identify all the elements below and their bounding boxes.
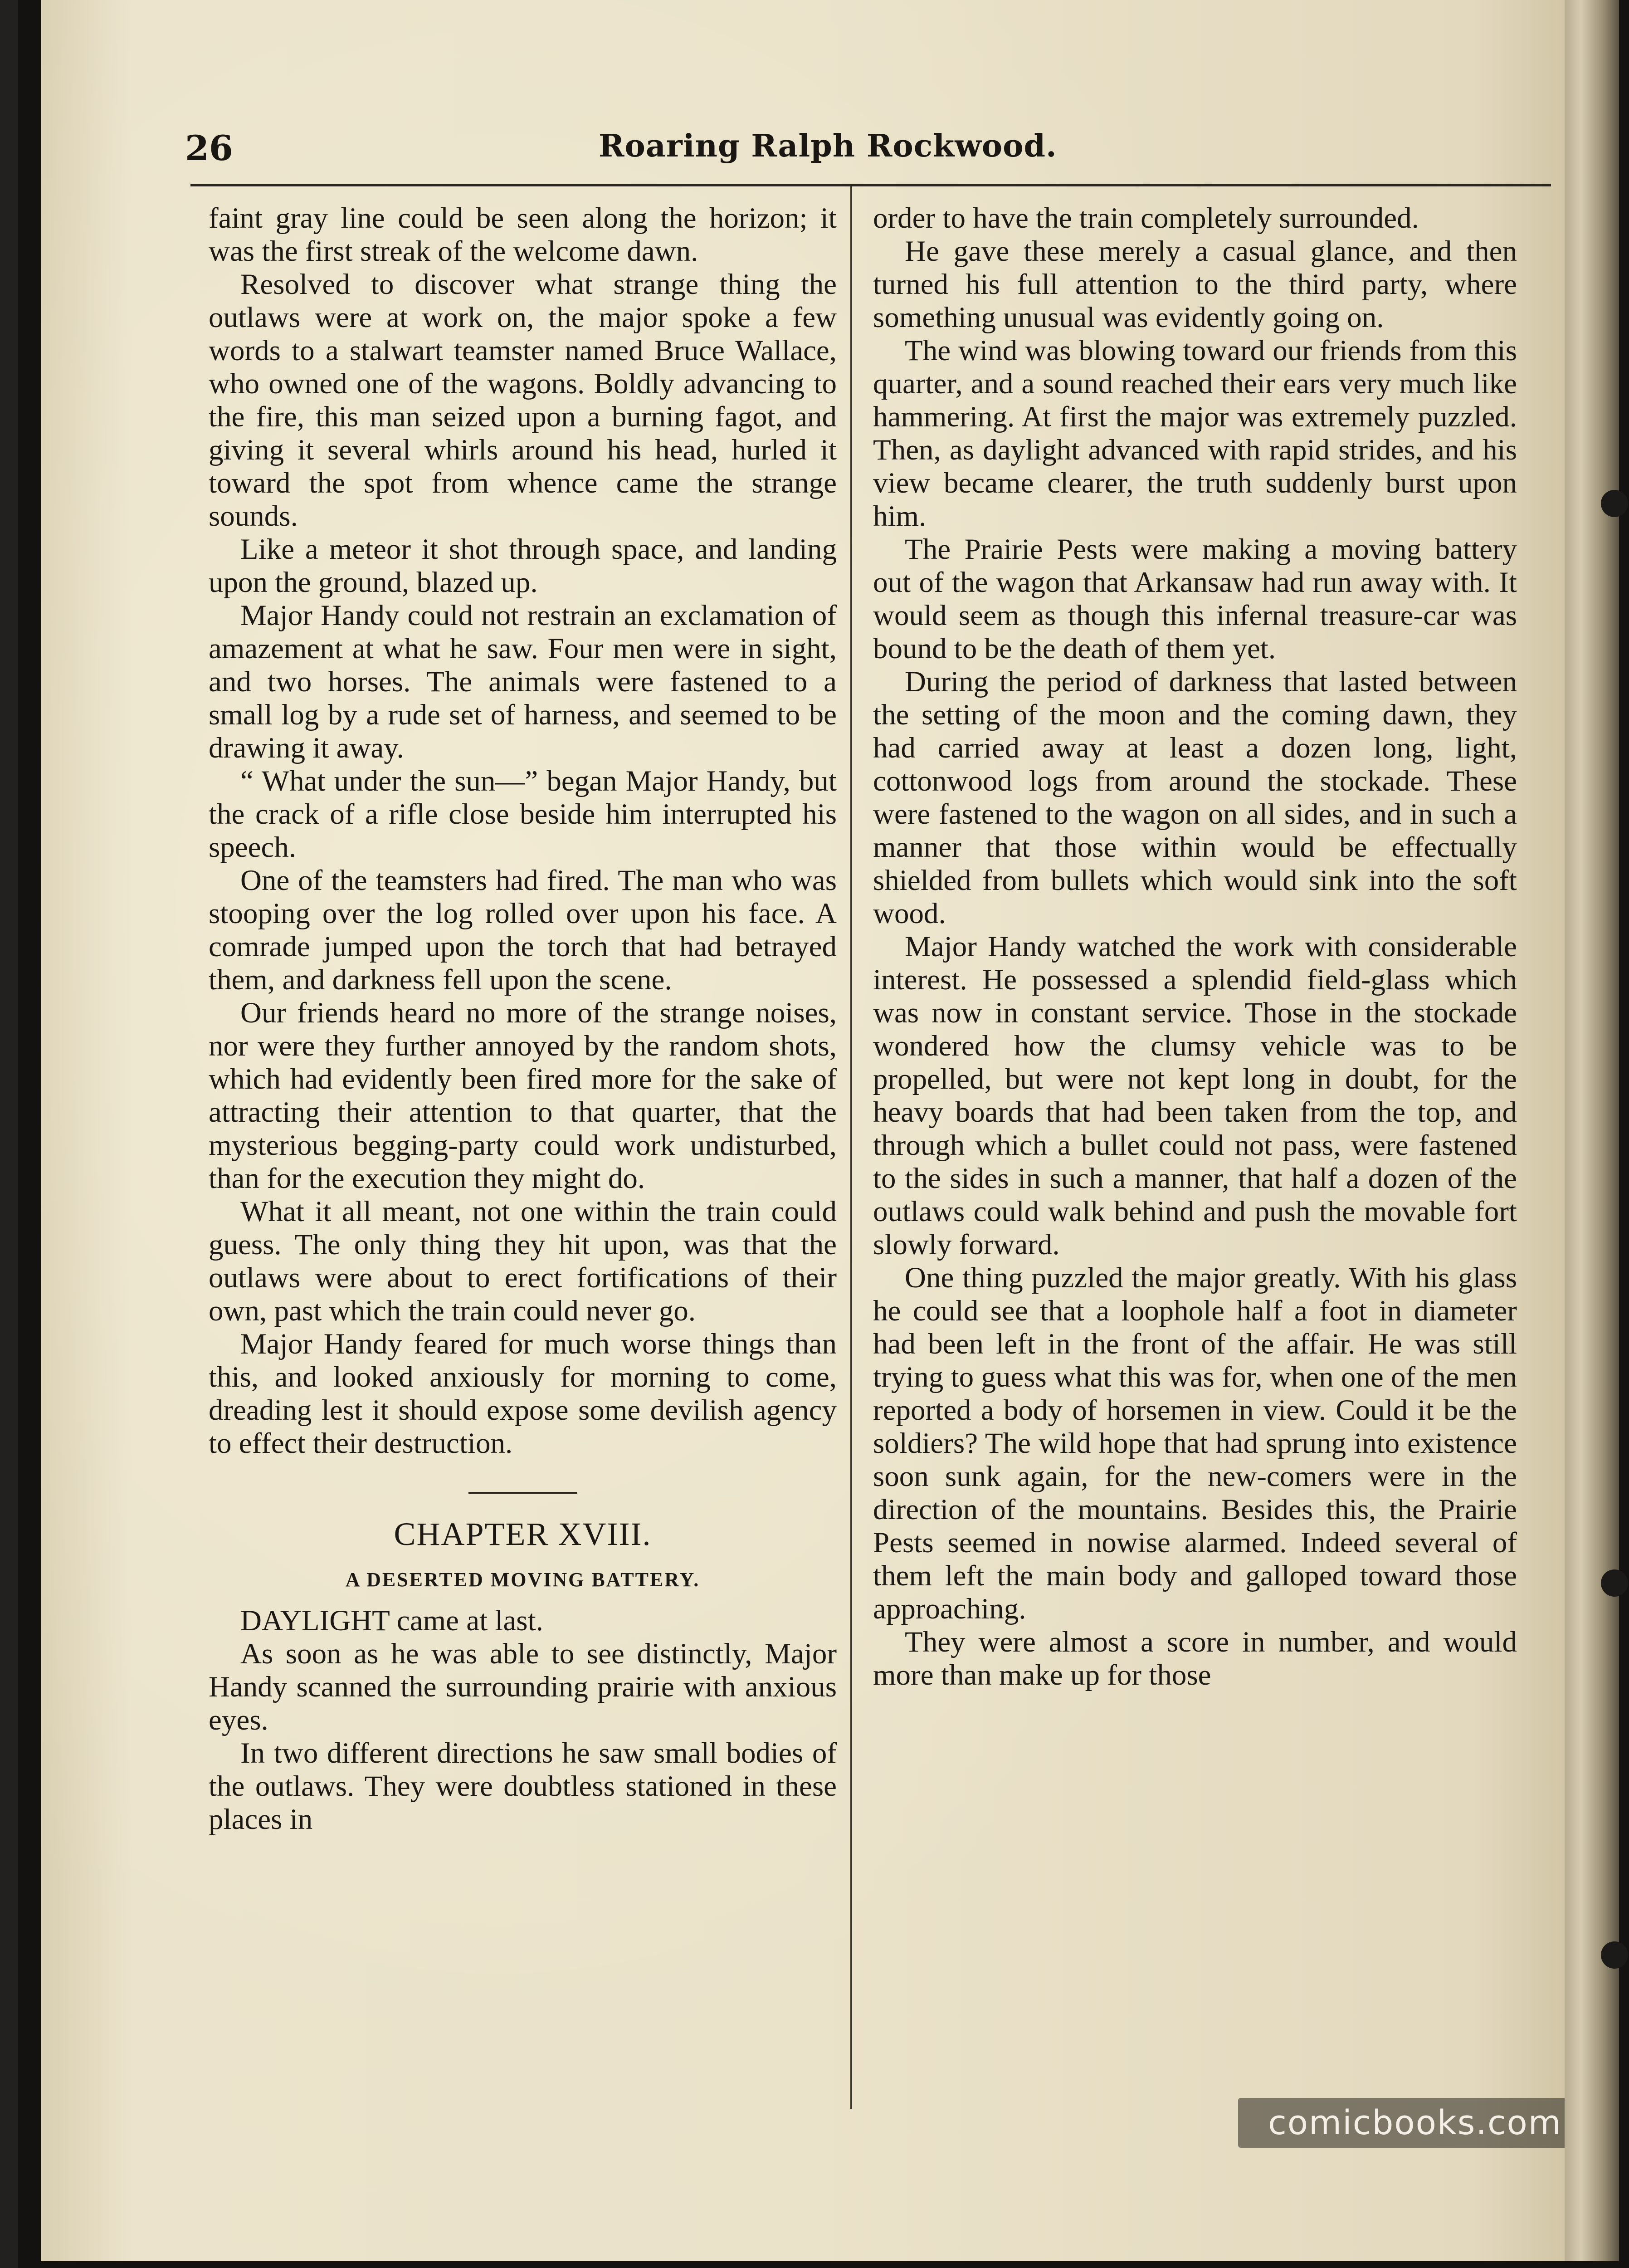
paragraph: The wind was blowing toward our friends from this quarter, and a sound reached their ears very much like hammering. At first the major was extremely puzzled. Then, as daylight advanced with rapid strides, and his view became clearer, the truth suddenly burst upon him. xyxy=(873,334,1517,533)
page-number: 26 xyxy=(185,128,233,168)
paragraph: One of the teamsters had fired. The man who was stooping over the log rolled over upon his face. A comrade jumped upon the torch that had betrayed them, and darkness fell upon the scene. xyxy=(209,864,837,996)
running-title: Roaring Ralph Rockwood. xyxy=(599,128,1057,164)
paragraph: Like a meteor it shot through space, and landing upon the ground, blazed up. xyxy=(209,533,837,599)
paragraph: The Prairie Pests were making a moving battery out of the wagon that Arkansaw had run away with. It would seem as though this infernal treasure-car was bound to be the death of them yet. xyxy=(873,533,1517,665)
paragraph: In two different directions he saw small bodies of the outlaws. They were doubtless stationed in these places in xyxy=(209,1737,837,1836)
paragraph: Major Handy feared for much worse things than this, and looked anxiously for morning to come, dreading lest it should expose some devilish agency to effect their destruction. xyxy=(209,1328,837,1460)
paragraph: They were almost a score in number, and would more than make up for those xyxy=(873,1626,1517,1691)
page-background xyxy=(18,0,1629,2268)
paragraph: Resolved to discover what strange thing the outlaws were at work on, the major spoke a few words to a stalwart teamster named Bruce Wallace, who owned one of the wagons. Boldly advancing to the fire, this man seized upon a burning fagot, and giving it several whirls around his head, hurled it toward the spot from whence came the strange sounds. xyxy=(209,268,837,533)
chapter-title: CHAPTER XVIII. xyxy=(394,1516,652,1552)
column-divider xyxy=(850,186,852,2109)
paragraph: faint gray line could be seen along the horizon; it was the first streak of the welcome dawn. xyxy=(209,202,837,268)
paragraph: order to have the train completely surrounded. xyxy=(873,202,1419,235)
chapter-subtitle: A DESERTED MOVING BATTERY. xyxy=(345,1569,700,1591)
left-column xyxy=(209,202,837,1836)
paragraph: Major Handy could not restrain an exclamation of amazement at what he saw. Four men were in sight, and two horses. The animals were fastened to a small log by a rude set of harness, and seemed to be drawing it away. xyxy=(209,599,837,764)
section-divider xyxy=(468,1492,577,1494)
paragraph: One thing puzzled the major greatly. With his glass he could see that a loophole half a foot in diameter had been left in the front of the affair. He was still trying to guess what this was for, when one of the men reported a body of horsemen in view. Could it be the soldiers? The wild hope that had sprung into existence soon sunk again, for the new-comers were in the direction of the mountains. Besides this, the Prairie Pests seemed in nowise alarmed. Indeed several of them left the main body and galloped toward those approaching. xyxy=(873,1261,1517,1625)
paragraph: As soon as he was able to see distinctly, Major Handy scanned the surrounding prairie with anxious eyes. xyxy=(209,1637,837,1736)
paragraph: “ What under the sun—” began Major Handy, but the crack of a rifle close beside him interrupted his speech. xyxy=(209,765,837,864)
paragraph: DAYLIGHT came at last. xyxy=(240,1604,543,1637)
right-column xyxy=(873,202,1517,1692)
paragraph: Our friends heard no more of the strange noises, nor were they further annoyed by the random shots, which had evidently been fired more for the sake of attracting their attention to that quarter, that the mysterious begging-party could work undisturbed, than for the execution they might do. xyxy=(209,997,837,1195)
book-page xyxy=(41,0,1565,2261)
paragraph: Major Handy watched the work with considerable interest. He possessed a splendid field-glass which was now in constant service. Those in the stockade wondered how the clumsy vehicle was to be propelled, but were not kept long in doubt, for the heavy boards that had been taken from the top, and through which a bullet could not pass, were fastened to the sides in such a manner, that half a dozen of the outlaws could walk behind and push the movable fort slowly forward. xyxy=(873,930,1517,1261)
header-rule xyxy=(190,184,1551,186)
binding-hole-icon xyxy=(1601,1941,1628,1969)
binding-hole-icon xyxy=(1601,490,1628,517)
paragraph: During the period of darkness that lasted between the setting of the moon and the coming dawn, they had carried away at least a dozen long, light, cottonwood logs from around the stockade. These were fastened to the wagon on all sides, and in such a manner that those within would be effectually shielded from bullets which would sink into the soft wood. xyxy=(873,665,1517,930)
paragraph: He gave these merely a casual glance, and then turned his full attention to the third party, where something unusual was evidently going on. xyxy=(873,235,1517,334)
running-head xyxy=(41,128,1565,178)
binding-hole-icon xyxy=(1601,1569,1628,1597)
watermark: comicbooks.com xyxy=(1238,2098,1565,2148)
page-edges xyxy=(1565,0,1619,2261)
paragraph: What it all meant, not one within the train could guess. The only thing they hit upon, was that the outlaws were about to erect fortifications of their own, past which the train could never go. xyxy=(209,1195,837,1327)
